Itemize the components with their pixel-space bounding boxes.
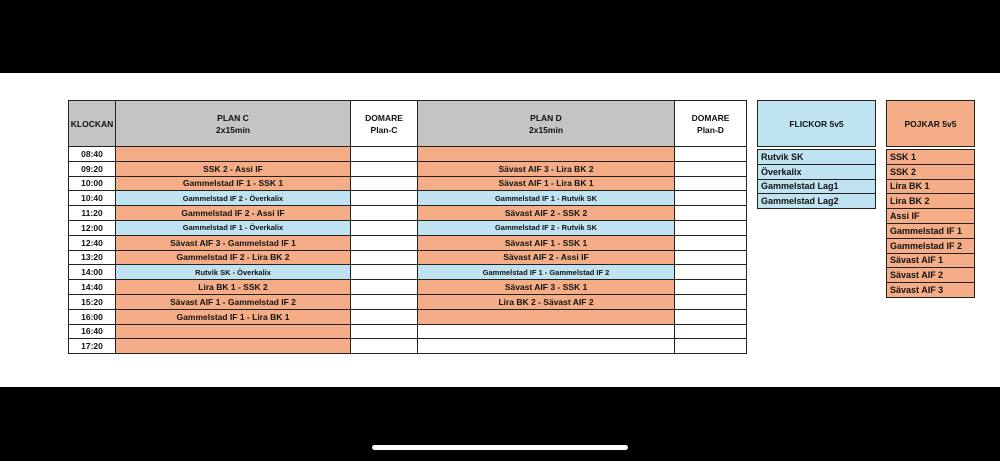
domare-c-cell (351, 206, 418, 221)
domare-d-cell (675, 339, 747, 354)
plan-c-match: Gammelstad IF 1 - SSK 1 (116, 176, 351, 191)
pojkar-team: Assi IF (887, 209, 975, 224)
time-cell: 16:00 (69, 309, 116, 324)
domare-d-cell (675, 176, 747, 191)
domare-c-cell (351, 280, 418, 295)
domare-c-cell (351, 339, 418, 354)
plan-d-match (418, 324, 675, 339)
domare-c-cell (351, 147, 418, 162)
plan-d-match: Gammelstad IF 1 - Gammelstad IF 2 (418, 265, 675, 280)
domare-d-cell (675, 206, 747, 221)
plan-c-match: Gammelstad IF 1 - Överkalix (116, 220, 351, 235)
domare-d-cell (675, 220, 747, 235)
time-cell: 14:40 (69, 280, 116, 295)
schedule-row (69, 309, 747, 324)
pojkar-table (886, 100, 975, 298)
plan-c-match: Lira BK 1 - SSK 2 (116, 280, 351, 295)
plan-d-match: Sävast AIF 3 - Lira BK 2 (418, 161, 675, 176)
pojkar-team: SSK 2 (887, 164, 975, 179)
domare-d-cell (675, 250, 747, 265)
domare-d-cell (675, 191, 747, 206)
domare-c-cell (351, 294, 418, 309)
domare-d-cell (675, 161, 747, 176)
schedule-row (69, 235, 747, 250)
plan-c-header: PLAN C 2x15min (116, 101, 351, 147)
pojkar-team: Gammelstad IF 2 (887, 238, 975, 253)
schedule-row (69, 324, 747, 339)
plan-d-match: Gammelstad IF 2 - Rutvik SK (418, 220, 675, 235)
domare-c-cell (351, 324, 418, 339)
schedule-row (69, 280, 747, 295)
plan-c-match: Rutvik SK - Överkalix (116, 265, 351, 280)
plan-d-match: Sävast AIF 1 - SSK 1 (418, 235, 675, 250)
plan-d-match (418, 309, 675, 324)
domare-c-cell (351, 176, 418, 191)
plan-d-match: Gammelstad IF 1 - Rutvik SK (418, 191, 675, 206)
time-cell: 15:20 (69, 294, 116, 309)
flickor-team: Gammelstad Lag1 (758, 179, 876, 194)
time-cell: 09:20 (69, 161, 116, 176)
plan-d-match: Sävast AIF 1 - Lira BK 1 (418, 176, 675, 191)
plan-c-match: Gammelstad IF 2 - Lira BK 2 (116, 250, 351, 265)
schedule-row (69, 220, 747, 235)
flickor-team: Överkalix (758, 164, 876, 179)
domare-c-cell (351, 250, 418, 265)
plan-c-match (116, 324, 351, 339)
domare-d-cell (675, 235, 747, 250)
schedule-row (69, 294, 747, 309)
schedule-table (68, 100, 747, 354)
home-indicator[interactable] (372, 445, 628, 450)
pojkar-team: Sävast AIF 2 (887, 268, 975, 283)
time-cell: 11:20 (69, 206, 116, 221)
domare-c-cell (351, 235, 418, 250)
schedule-row (69, 191, 747, 206)
plan-d-match: Sävast AIF 2 - Assi IF (418, 250, 675, 265)
pojkar-team: Sävast AIF 3 (887, 283, 975, 298)
plan-c-match: Sävast AIF 3 - Gammelstad IF 1 (116, 235, 351, 250)
domare-d-cell (675, 265, 747, 280)
header-row (69, 101, 747, 147)
domare-c-header: DOMARE Plan-C (351, 101, 418, 147)
time-cell: 12:40 (69, 235, 116, 250)
schedule-body (69, 147, 747, 354)
plan-d-header: PLAN D 2x15min (418, 101, 675, 147)
domare-d-cell (675, 294, 747, 309)
plan-c-match: Sävast AIF 1 - Gammelstad IF 2 (116, 294, 351, 309)
flickor-team: Gammelstad Lag2 (758, 194, 876, 209)
time-cell: 08:40 (69, 147, 116, 162)
schedule-row (69, 250, 747, 265)
time-cell: 10:40 (69, 191, 116, 206)
plan-c-match: Gammelstad IF 2 - Assi IF (116, 206, 351, 221)
domare-d-cell (675, 147, 747, 162)
time-cell: 17:20 (69, 339, 116, 354)
pojkar-list (887, 150, 975, 298)
domare-d-cell (675, 309, 747, 324)
pojkar-team: Gammelstad IF 1 (887, 223, 975, 238)
time-cell: 16:40 (69, 324, 116, 339)
domare-c-cell (351, 191, 418, 206)
schedule-row (69, 265, 747, 280)
domare-d-header: DOMARE Plan-D (675, 101, 747, 147)
domare-c-cell (351, 161, 418, 176)
domare-c-cell (351, 265, 418, 280)
klockan-header: KLOCKAN (69, 101, 116, 147)
schedule-row (69, 147, 747, 162)
plan-c-match (116, 147, 351, 162)
plan-c-match: Gammelstad IF 2 - Överkalix (116, 191, 351, 206)
domare-c-cell (351, 220, 418, 235)
schedule-sheet (0, 73, 1000, 387)
pojkar-team: Sävast AIF 1 (887, 253, 975, 268)
time-cell: 13:20 (69, 250, 116, 265)
time-cell: 12:00 (69, 220, 116, 235)
pojkar-team: SSK 1 (887, 150, 975, 165)
flickor-list (758, 150, 876, 209)
plan-d-match (418, 339, 675, 354)
domare-d-cell (675, 280, 747, 295)
schedule-row (69, 161, 747, 176)
time-cell: 10:00 (69, 176, 116, 191)
schedule-row (69, 206, 747, 221)
flickor-header: FLICKOR 5v5 (758, 101, 876, 147)
flickor-table (757, 100, 876, 209)
flickor-team: Rutvik SK (758, 150, 876, 165)
plan-d-match (418, 147, 675, 162)
domare-c-cell (351, 309, 418, 324)
pojkar-team: Lira BK 2 (887, 194, 975, 209)
domare-d-cell (675, 324, 747, 339)
schedule-row (69, 176, 747, 191)
time-cell: 14:00 (69, 265, 116, 280)
plan-d-match: Sävast AIF 3 - SSK 1 (418, 280, 675, 295)
plan-d-match: Lira BK 2 - Sävast AIF 2 (418, 294, 675, 309)
plan-c-match: Gammelstad IF 1 - Lira BK 1 (116, 309, 351, 324)
schedule-row (69, 339, 747, 354)
plan-c-match: SSK 2 - Assi IF (116, 161, 351, 176)
pojkar-header: POJKAR 5v5 (887, 101, 975, 147)
plan-d-match: Sävast AIF 2 - SSK 2 (418, 206, 675, 221)
pojkar-team: Lira BK 1 (887, 179, 975, 194)
plan-c-match (116, 339, 351, 354)
